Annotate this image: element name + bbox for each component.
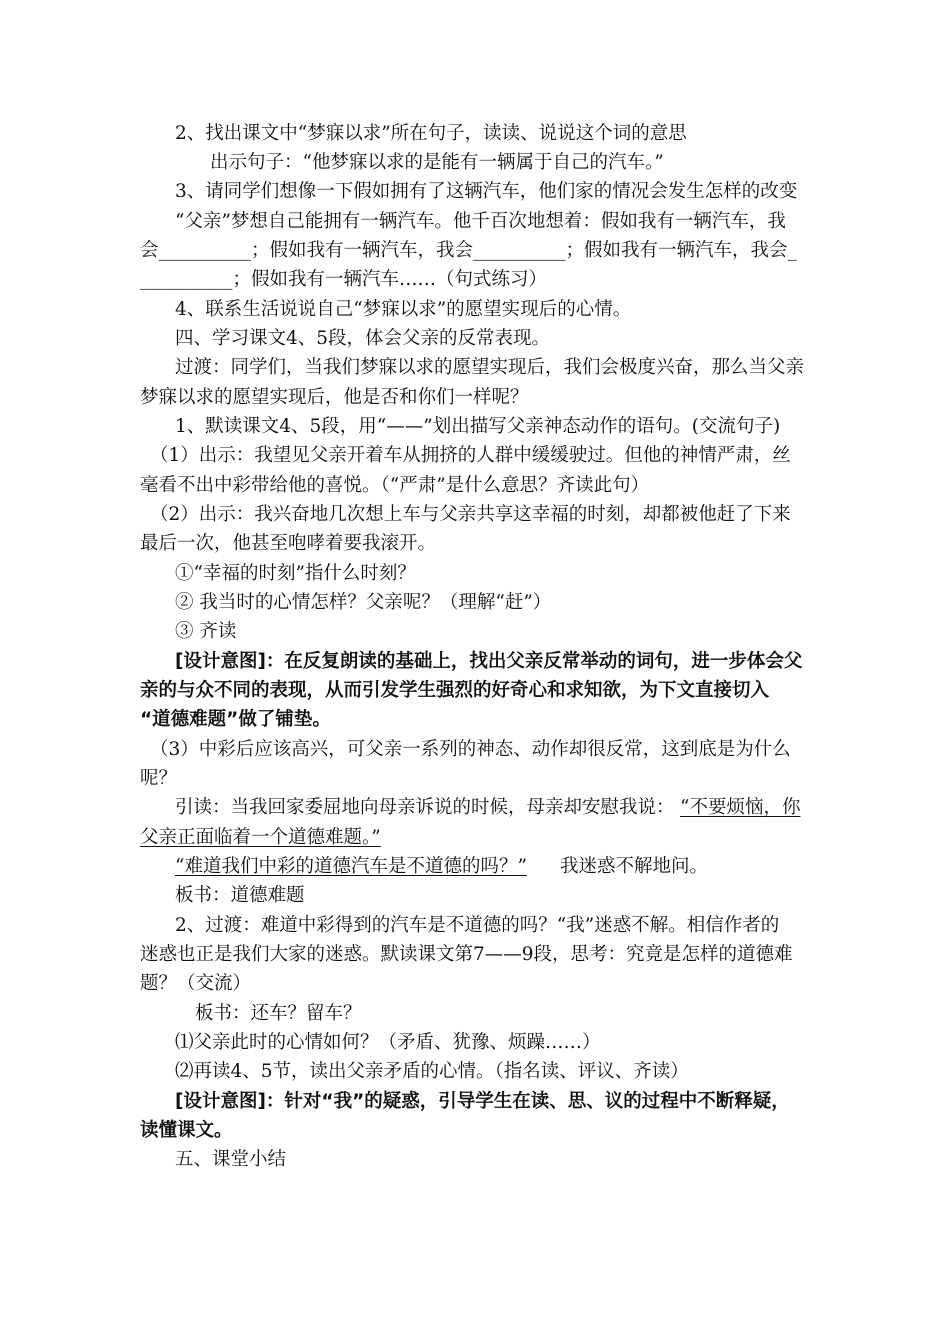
section-heading: 五、课堂小结: [175, 1149, 287, 1170]
text-line: 最后一次，他甚至咆哮着要我滚开。: [140, 533, 437, 554]
text-line: “父亲”梦想自己能拥有一辆汽车。他千百次地想着：假如我有一辆汽车，我: [175, 211, 786, 232]
text-line: 出示句子：“他梦寐以求的是能有一辆属于自己的汽车。”: [210, 152, 664, 173]
design-intent-text: [设计意图]：针对“我”的疑惑，引导学生在读、思、议的过程中不断释疑，: [175, 1091, 790, 1112]
text-line: ⑵再读4、5节，读出父亲矛盾的心情。（指名读、评议、齐读）: [175, 1061, 689, 1082]
text-line: ⑴父亲此时的心情如何？（矛盾、犹豫、烦躁……）: [175, 1032, 601, 1053]
text-line: ② 我当时的心情怎样？父亲呢？（理解“赶”）: [175, 592, 552, 613]
text-line: 题？（交流）: [140, 973, 252, 994]
text-line: 2、找出课文中“梦寐以求”所在句子，读读、说说这个词的意思: [175, 123, 687, 144]
design-intent-text: [设计意图]：在反复朗读的基础上，找出父亲反常举动的词句，进一步体会父: [175, 651, 803, 672]
text-line: __________；假如我有一辆汽车……（句式练习）: [140, 269, 548, 290]
board-note: 板书：道德难题: [175, 885, 305, 906]
text-line: 我迷惑不解地问。: [560, 856, 709, 877]
text-line: ①“幸福的时刻”指什么时刻？: [175, 563, 416, 584]
design-intent-text: 读懂课文。: [140, 1120, 233, 1141]
text-line: 1、默读课文4、5段，用“——”划出描写父亲神态动作的语句。(交流句子): [175, 416, 781, 437]
text-line: 毫看不出中彩带给他的喜悦。（“严肃”是什么意思？齐读此句）: [140, 475, 650, 496]
text-line: （3）中彩后应该高兴，可父亲一系列的神态、动作却很反常，这到底是为什么: [150, 739, 791, 760]
section-heading: 四、学习课文4、5段，体会父亲的反常表现。: [175, 328, 551, 349]
design-intent-text: 亲的与众不同的表现，从而引发学生强烈的好奇心和求知欲，为下文直接切入: [140, 680, 770, 701]
text-line: 2、过渡：难道中彩得到的汽车是不道德的吗？“我”迷惑不解。相信作者的: [175, 915, 780, 936]
text-line: 引读：当我回家委屈地向母亲诉说的时候，母亲却安慰我说：: [175, 797, 675, 818]
board-note: 板书：还车？留车？: [195, 1003, 362, 1024]
text-line: 迷惑也正是我们大家的迷惑。默读课文第7——9段，思考：究竟是怎样的道德难: [140, 944, 793, 965]
underlined-quote: 父亲正面临着一个道德难题。”: [140, 827, 381, 848]
underlined-quote: “难道我们中彩的道德汽车是不道德的吗？”: [175, 856, 527, 877]
text-line: （2）出示：我兴奋地几次想上车与父亲共享这幸福的时刻，却都被他赶了下来: [150, 504, 791, 525]
text-line: （1）出示：我望见父亲开着车从拥挤的人群中缓缓驶过。但他的神情严肃，丝: [150, 445, 791, 466]
text-line: 4、联系生活说说自己“梦寐以求”的愿望实现后的心情。: [175, 299, 632, 320]
text-line: 3、请同学们想像一下假如拥有了这辆汽车，他们家的情况会发生怎样的改变: [175, 181, 798, 202]
text-line: 过渡：同学们，当我们梦寐以求的愿望实现后，我们会极度兴奋，那么当父亲: [175, 357, 805, 378]
text-line: ③ 齐读: [175, 621, 237, 642]
text-line: 梦寐以求的愿望实现后，他是否和你们一样呢？: [140, 387, 529, 408]
design-intent-text: “道德难题”做了铺垫。: [140, 709, 331, 730]
text-line: 会__________；假如我有一辆汽车，我会__________；假如我有一辆汽车，我会_: [140, 240, 797, 261]
text-line: 呢？: [140, 768, 178, 789]
underlined-quote: “不要烦恼，你: [680, 797, 801, 818]
